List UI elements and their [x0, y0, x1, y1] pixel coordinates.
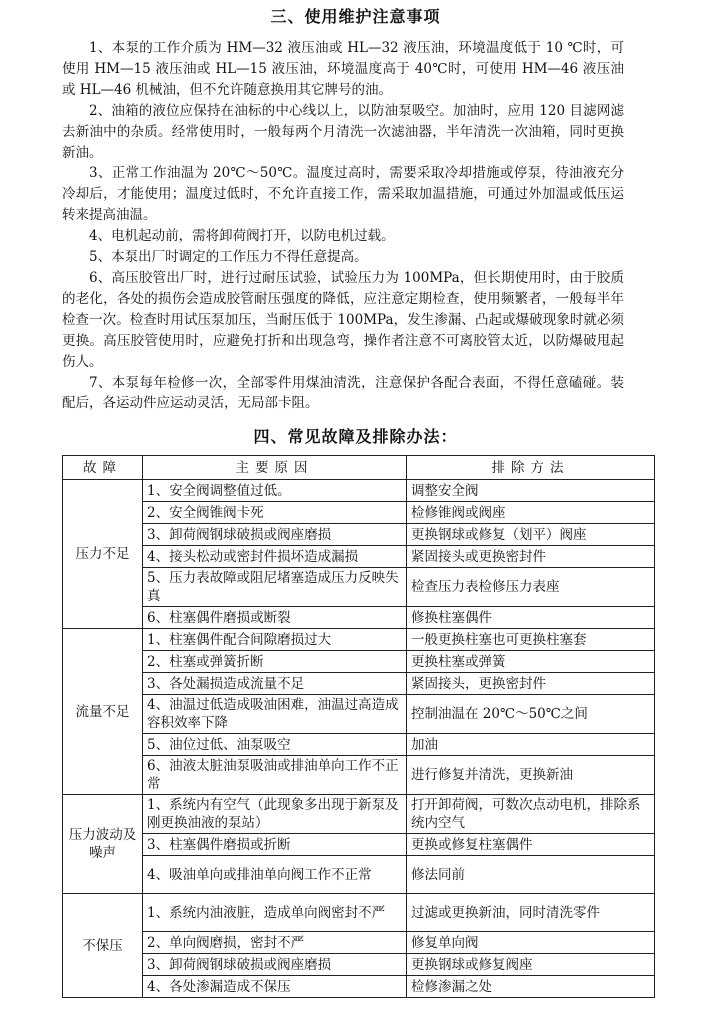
remedy-cell: 修换柱塞偶件 — [407, 607, 655, 629]
remedy-cell: 打开卸荷阀，可数次点动电机，排除系统内空气 — [407, 795, 655, 834]
table-row — [63, 546, 655, 568]
table-row — [63, 954, 655, 976]
table-header-row — [63, 456, 655, 480]
remedy-cell: 控制油温在 20℃～50℃之间 — [407, 695, 655, 734]
remedy-cell: 修复单向阀 — [407, 932, 655, 954]
cause-cell: 1、安全阀调整值过低。 — [143, 480, 407, 502]
table-row — [63, 629, 655, 651]
remedy-cell: 检修渗漏之处 — [407, 976, 655, 998]
table-row — [63, 976, 655, 998]
table-row — [63, 502, 655, 524]
cause-cell: 4、接头松动或密封件损坏造成漏损 — [143, 546, 407, 568]
note-paragraph-5: 5、本泵出厂时调定的工作压力不得任意提高。 — [89, 249, 368, 266]
cause-cell: 4、油温过低造成吸油困难，油温过高造成容积效率下降 — [143, 695, 407, 734]
cause-cell: 2、安全阀锥阀卡死 — [143, 502, 407, 524]
remedy-cell: 过滤或更换新油，同时清洗零件 — [407, 894, 655, 932]
table-row — [63, 834, 655, 856]
note-paragraph-2: 2、油箱的液位应保持在油标的中心线以上，以防油泵吸空。加油时，应用 120 目滤网滤去新油中的杂质。经常使用时，一般每两个月清洗一次滤油器，半年清洗一次油箱，同时更换新油。 — [62, 102, 624, 161]
table-row — [63, 856, 655, 894]
table-row — [63, 480, 655, 502]
note-paragraph-7: 7、本泵每年检修一次，全部零件用煤油清洗，注意保护各配合表面，不得任意磕碰。装配后，各运动件应运动灵活，无局部卡阻。 — [62, 374, 624, 412]
remedy-cell: 更换或修复柱塞偶件 — [407, 834, 655, 856]
remedy-cell: 修法同前 — [407, 856, 655, 894]
cause-cell: 3、柱塞偶件磨损或折断 — [143, 834, 407, 856]
section-4-title: 四、常见故障及排除办法： — [253, 427, 458, 446]
remedy-cell: 一般更换柱塞也可更换柱塞套 — [407, 629, 655, 651]
remedy-cell: 更换钢球或修复（划平）阀座 — [407, 524, 655, 546]
fault-category-no-pressure-hold: 不保压 — [63, 894, 143, 998]
cause-cell: 2、柱塞或弹簧折断 — [143, 651, 407, 673]
table-row — [63, 894, 655, 932]
fault-category-pressure-low: 压力不足 — [63, 480, 143, 629]
remedy-cell: 紧固接头或更换密封件 — [407, 546, 655, 568]
remedy-cell: 更换柱塞或弹簧 — [407, 651, 655, 673]
cause-cell: 2、单向阀磨损，密封不严 — [143, 932, 407, 954]
section-3-title: 三、使用维护注意事项 — [270, 7, 441, 26]
table-row — [63, 756, 655, 795]
note-paragraph-6: 6、高压胶管出厂时，进行过耐压试验，试验压力为 100MPa，但长期使用时，由于胶质的老化，各处的损伤会造成胶管耐压强度的降低，应注意定期检查，使用频繁者，一般每半年检查一次。检查时用试压泵加压，当耐压低于 100MPa，发生渗漏、凸起或爆破现象时就必须更换。高压胶管使用时，应避免打折和出现急弯，操作者注意不可离胶管太近，以防爆破甩起伤人。 — [62, 269, 624, 370]
fault-category-pressure-fluctuation: 压力波动及噪声 — [63, 795, 143, 894]
header-fault: 故障 — [63, 456, 143, 480]
remedy-cell: 调整安全阀 — [407, 480, 655, 502]
note-paragraph-3: 3、正常工作油温为 20℃～50℃。温度过高时，需要采取冷却措施或停泵，待油液充分冷却后，才能使用；温度过低时，不允许直接工作，需采取加温措施，可通过外加温或低压运转来提高油温。 — [62, 165, 624, 224]
fault-table — [62, 455, 655, 998]
table-row — [63, 932, 655, 954]
cause-cell: 4、各处渗漏造成不保压 — [143, 976, 407, 998]
table-row — [63, 734, 655, 756]
header-cause: 主要原因 — [143, 456, 407, 480]
fault-category-flow-low: 流量不足 — [63, 629, 143, 795]
table-row — [63, 568, 655, 607]
maintenance-notes — [62, 38, 624, 414]
cause-cell: 1、柱塞偶件配合间隙磨损过大 — [143, 629, 407, 651]
cause-cell: 1、系统内有空气（此现象多出现于新泵及刚更换油液的泵站） — [143, 795, 407, 834]
cause-cell: 6、油液太脏油泵吸油或排油单向工作不正常 — [143, 756, 407, 795]
cause-cell: 5、油位过低、油泵吸空 — [143, 734, 407, 756]
table-row — [63, 695, 655, 734]
note-paragraph-4: 4、电机起动前，需将卸荷阀打开，以防电机过载。 — [89, 228, 395, 245]
remedy-cell: 检查压力表检修压力表座 — [407, 568, 655, 607]
table-row — [63, 607, 655, 629]
cause-cell: 3、卸荷阀钢球破损或阀座磨损 — [143, 524, 407, 546]
remedy-cell: 进行修复并清洗，更换新油 — [407, 756, 655, 795]
cause-cell: 3、卸荷阀钢球破损或阀座磨损 — [143, 954, 407, 976]
remedy-cell: 紧固接头，更换密封件 — [407, 673, 655, 695]
cause-cell: 3、各处漏损造成流量不足 — [143, 673, 407, 695]
remedy-cell: 加油 — [407, 734, 655, 756]
cause-cell: 1、系统内油液脏，造成单向阀密封不严 — [143, 894, 407, 932]
table-row — [63, 651, 655, 673]
table-row — [63, 524, 655, 546]
note-paragraph-1: 1、本泵的工作介质为 HM—32 液压油或 HL—32 液压油，环境温度低于 10 ℃时，可使用 HM—15 液压油或 HL—15 液压油，环境温度高于 40℃时，可使用 HM—46 液压油或 HL—46 机械油，但不允许随意换用其它牌号的油。 — [62, 40, 624, 98]
table-row — [63, 795, 655, 834]
remedy-cell: 检修锥阀或阀座 — [407, 502, 655, 524]
cause-cell: 5、压力表故障或阻尼堵塞造成压力反映失真 — [143, 568, 407, 607]
header-remedy: 排除方法 — [407, 456, 655, 480]
cause-cell: 6、柱塞偶件磨损或断裂 — [143, 607, 407, 629]
table-row — [63, 673, 655, 695]
cause-cell: 4、吸油单向或排油单向阀工作不正常 — [143, 856, 407, 894]
remedy-cell: 更换钢球或修复阀座 — [407, 954, 655, 976]
